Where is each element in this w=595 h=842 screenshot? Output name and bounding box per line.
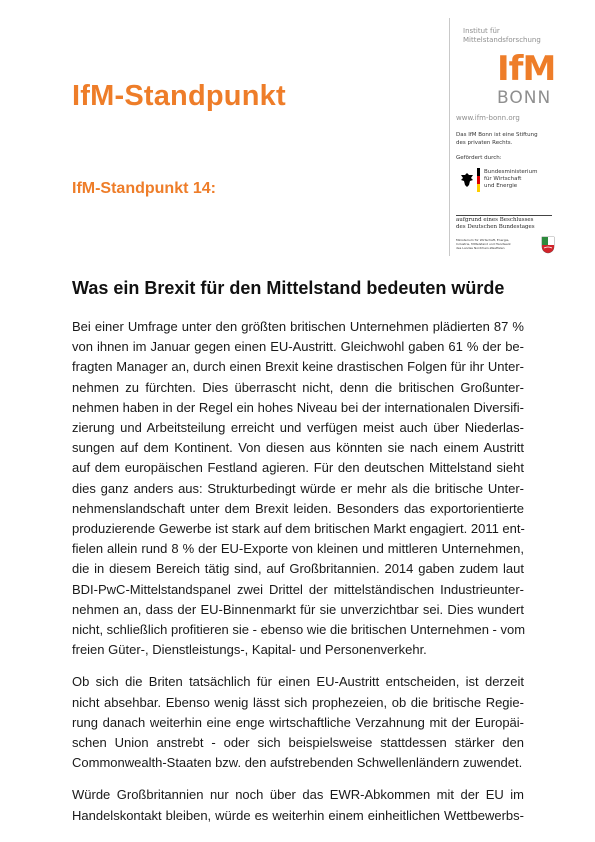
text-line: Commonwealth-Staaten bzw. den aufstrebenden Schwellenländern zuwendet.	[72, 755, 523, 771]
text-line: produzierende Gewerbe ist stark auf dem britischen Markt engagiert. 2011 ent-	[72, 521, 525, 537]
ifm-logo-text: IfM	[497, 49, 556, 89]
text-line: nicht, schließlich profitieren sie - ebenso wie die britischen Unternehmen - vom	[72, 622, 526, 638]
sidebar-divider	[449, 18, 450, 256]
text-line: sungen auf dem Kontinent. Von diesen aus könnten sie nach einem Austritt	[72, 440, 524, 456]
ministry-name	[484, 169, 537, 190]
foundation-note	[456, 131, 566, 147]
ministry-line: Bundesministerium	[484, 169, 538, 175]
decision-line: aufgrund eines Beschlusses	[456, 217, 534, 223]
nrw-line: Ministerium für Wirtschaft, Energie,	[456, 238, 510, 242]
nrw-coat-of-arms-icon	[541, 236, 555, 254]
text-line: fragten Manager an, durch einen Brexit keine drastischen Folgen für ihr Unter-	[72, 359, 524, 375]
ministry-line: für Wirtschaft	[484, 176, 522, 182]
text-line: von ihnen im Januar gegen einen EU-Austritt. Gleichwohl gaben 61 % der be-	[72, 339, 524, 355]
bonn-logo-text: BONN	[497, 88, 552, 108]
foundation-line: des privaten Rechts.	[456, 140, 513, 146]
text-line: zierung und Arbeitsteilung erreicht und verfügen meist auch über Niederlas-	[72, 420, 524, 436]
page-title: IfM-Standpunkt	[72, 80, 286, 112]
paragraph	[72, 317, 524, 660]
text-line: Ob sich die Briten tatsächlich für einen EU-Austritt entscheiden, ist derzeit	[72, 674, 524, 690]
text-line: Bei einer Umfrage unter den größten britischen Unternehmen plädierten 87 %	[72, 319, 524, 334]
article-headline: Was ein Brexit für den Mittelstand bedeuten würde	[72, 278, 505, 298]
nrw-line: des Landes Nordrhein-Westfalen	[456, 246, 505, 251]
text-line: dies ganz anders aus: Strukturbedingt würde er mehr als die britische Unter-	[72, 480, 524, 496]
institute-sidebar	[449, 18, 569, 256]
nrw-line: Industrie, Mittelstand und Handwerk	[456, 242, 511, 247]
text-line: auf dem europäischen Festland agieren. Für den deutschen Mittelstand sieht	[72, 460, 524, 476]
text-line: fielen allein rund 8 % der EU-Exporte von kleinen und mittleren Unternehmen,	[72, 541, 524, 557]
text-line: Handelskontakt bleiben, würde es weiterhin einem einheitlichen Wettbewerbs-	[72, 807, 524, 823]
website-link[interactable]: www.ifm-bonn.org	[456, 114, 520, 122]
text-line: Würde Großbritannien nur noch über das EWR-Abkommen mit der EU im	[72, 787, 524, 803]
text-line: nehmen haben in der Regel ein hohes Niveau bei der internationalen Diversifi-	[72, 399, 524, 415]
institute-name-line: Mittelstandsforschung	[463, 36, 541, 44]
nrw-ministry	[456, 238, 536, 251]
german-flag-bar	[477, 168, 480, 192]
foundation-line: Das IfM Bonn ist eine Stiftung	[456, 132, 538, 138]
document-subtitle: IfM-Standpunkt 14:	[72, 180, 216, 197]
text-line: nehmen zu fürchten. Dies überrascht nicht, denn die britischen Großunter-	[72, 379, 524, 395]
text-line: nehmen an, dass der EU-Binnenmarkt für sie unverzichtbar sei. Dies wundert	[72, 601, 524, 617]
text-line: BDI-PwC-Mittelstandspanel zwei Drittel der mittelständischen Industrieunter-	[72, 581, 524, 597]
text-line: nicht absehbar. Ebenso wenig lässt sich prophezeien, ob die britische Regie-	[72, 694, 524, 710]
text-line: rung danach weiterhin eine enge wirtschaftliche Verzahnung mit der Europäi-	[72, 714, 524, 730]
text-line: nehmenslandschaft unter dem Brexit leiden. Besonders das exportorientierte	[72, 500, 524, 516]
federal-eagle-icon	[460, 172, 474, 188]
institute-name-line: Institut für	[463, 27, 500, 35]
text-line: freien Güter-, Dienstleistungs-, Kapital- und Personenverkehr.	[72, 642, 427, 658]
paragraph	[72, 785, 524, 825]
paragraph	[72, 672, 524, 773]
text-line: schen Union anstrebt - oder sich beispielsweise stattdessen stärker den	[72, 735, 524, 751]
ministry-line: und Energie	[484, 183, 518, 189]
decision-line: des Deutschen Bundestages	[456, 224, 535, 230]
institute-name	[463, 27, 563, 45]
bundestag-decision	[456, 215, 552, 231]
article-body	[72, 317, 524, 838]
sponsor-label: Gefördert durch:	[456, 155, 502, 161]
text-line: die in diesem Bereich tätig sind, auf Großbritannien. 2014 gaben zudem laut	[72, 561, 524, 577]
